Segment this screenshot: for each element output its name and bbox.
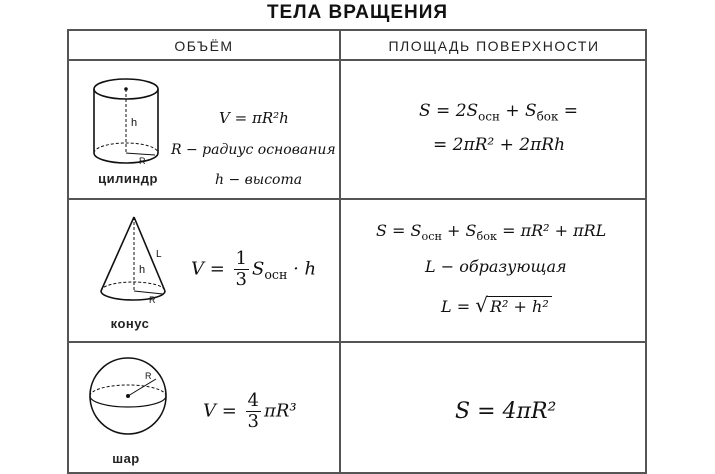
formula-table (67, 29, 647, 474)
cylinder-area-part1: S = 2S (419, 101, 479, 121)
sphere-volume-tail: πR³ (264, 400, 297, 422)
cylinder-label-h: h (131, 117, 138, 129)
sphere-fraction-den: 3 (247, 410, 259, 432)
cone-label-h: h (139, 264, 146, 276)
cone-area-line1 (376, 221, 606, 243)
cylinder-area-sub-base: осн (478, 109, 500, 124)
cylinder-volume-rhs: = πR²h (234, 109, 289, 127)
sphere-label-R: R (145, 371, 152, 381)
sphere-volume-lhs: V = (203, 400, 237, 422)
sphere-area-formula: S = 4πR² (455, 399, 557, 424)
cone-icon (89, 211, 179, 311)
header-area: ПЛОЩАДЬ ПОВЕРХНОСТИ (388, 38, 600, 54)
cylinder-area-part2: + S (499, 101, 537, 121)
cone-L-radicand: R² + h² (487, 296, 552, 316)
cone-area-part1: S = S (376, 221, 422, 240)
cone-L-lhs: L = (441, 297, 471, 316)
cylinder-volume-formula (219, 109, 289, 127)
cylinder-note-R: R − радиус основания (171, 142, 336, 158)
cone-area-part2: + S (441, 221, 477, 240)
cone-figure (89, 211, 179, 321)
cone-area-part3: = πR² + πRL (496, 221, 607, 240)
cylinder-icon (83, 75, 173, 175)
sqrt-sign-icon: √ (475, 293, 488, 317)
cylinder-figure (83, 75, 173, 185)
cylinder-area-line2: = 2πR² + 2πRh (433, 135, 566, 155)
row-divider-cylinder (69, 198, 645, 200)
sphere-icon (83, 349, 173, 449)
cone-area-sub-base: осн (421, 230, 442, 244)
cylinder-caption: цилиндр (98, 171, 158, 186)
cone-volume-formula (191, 249, 316, 290)
cone-volume-fraction (234, 249, 249, 290)
column-divider (339, 31, 341, 472)
row-divider-cone (69, 341, 645, 343)
sphere-caption: шар (112, 451, 140, 466)
cone-volume-S: S (252, 258, 265, 280)
cone-note-L: L − образующая (425, 257, 567, 276)
header-volume: ОБЪЁМ (174, 38, 234, 54)
cylinder-area-line1 (419, 101, 578, 123)
cylinder-note-h: h − высота (215, 172, 303, 188)
cone-caption: конус (110, 316, 150, 331)
cone-volume-sub: осн (264, 266, 288, 282)
cone-area-sub-side: бок (476, 230, 497, 244)
cylinder-area-sub-side: бок (536, 109, 559, 124)
sphere-volume-formula (203, 391, 297, 432)
sphere-volume-fraction (246, 391, 261, 432)
cone-fraction-num: 1 (235, 248, 247, 269)
cylinder-volume-lhs: V (219, 109, 230, 127)
cone-label-L: L (156, 249, 162, 260)
cone-volume-lhs: V = (191, 258, 225, 280)
cylinder-label-R: R (139, 156, 146, 166)
page-title: ТЕЛА ВРАЩЕНИЯ (266, 2, 449, 23)
cone-volume-tail: · h (287, 258, 317, 280)
sphere-fraction-num: 4 (247, 390, 259, 411)
sphere-figure (83, 349, 173, 449)
cone-L-formula (441, 293, 552, 317)
cylinder-area-part3: = (558, 101, 579, 121)
cone-label-R: R (149, 295, 156, 305)
cone-fraction-den: 3 (235, 268, 247, 290)
